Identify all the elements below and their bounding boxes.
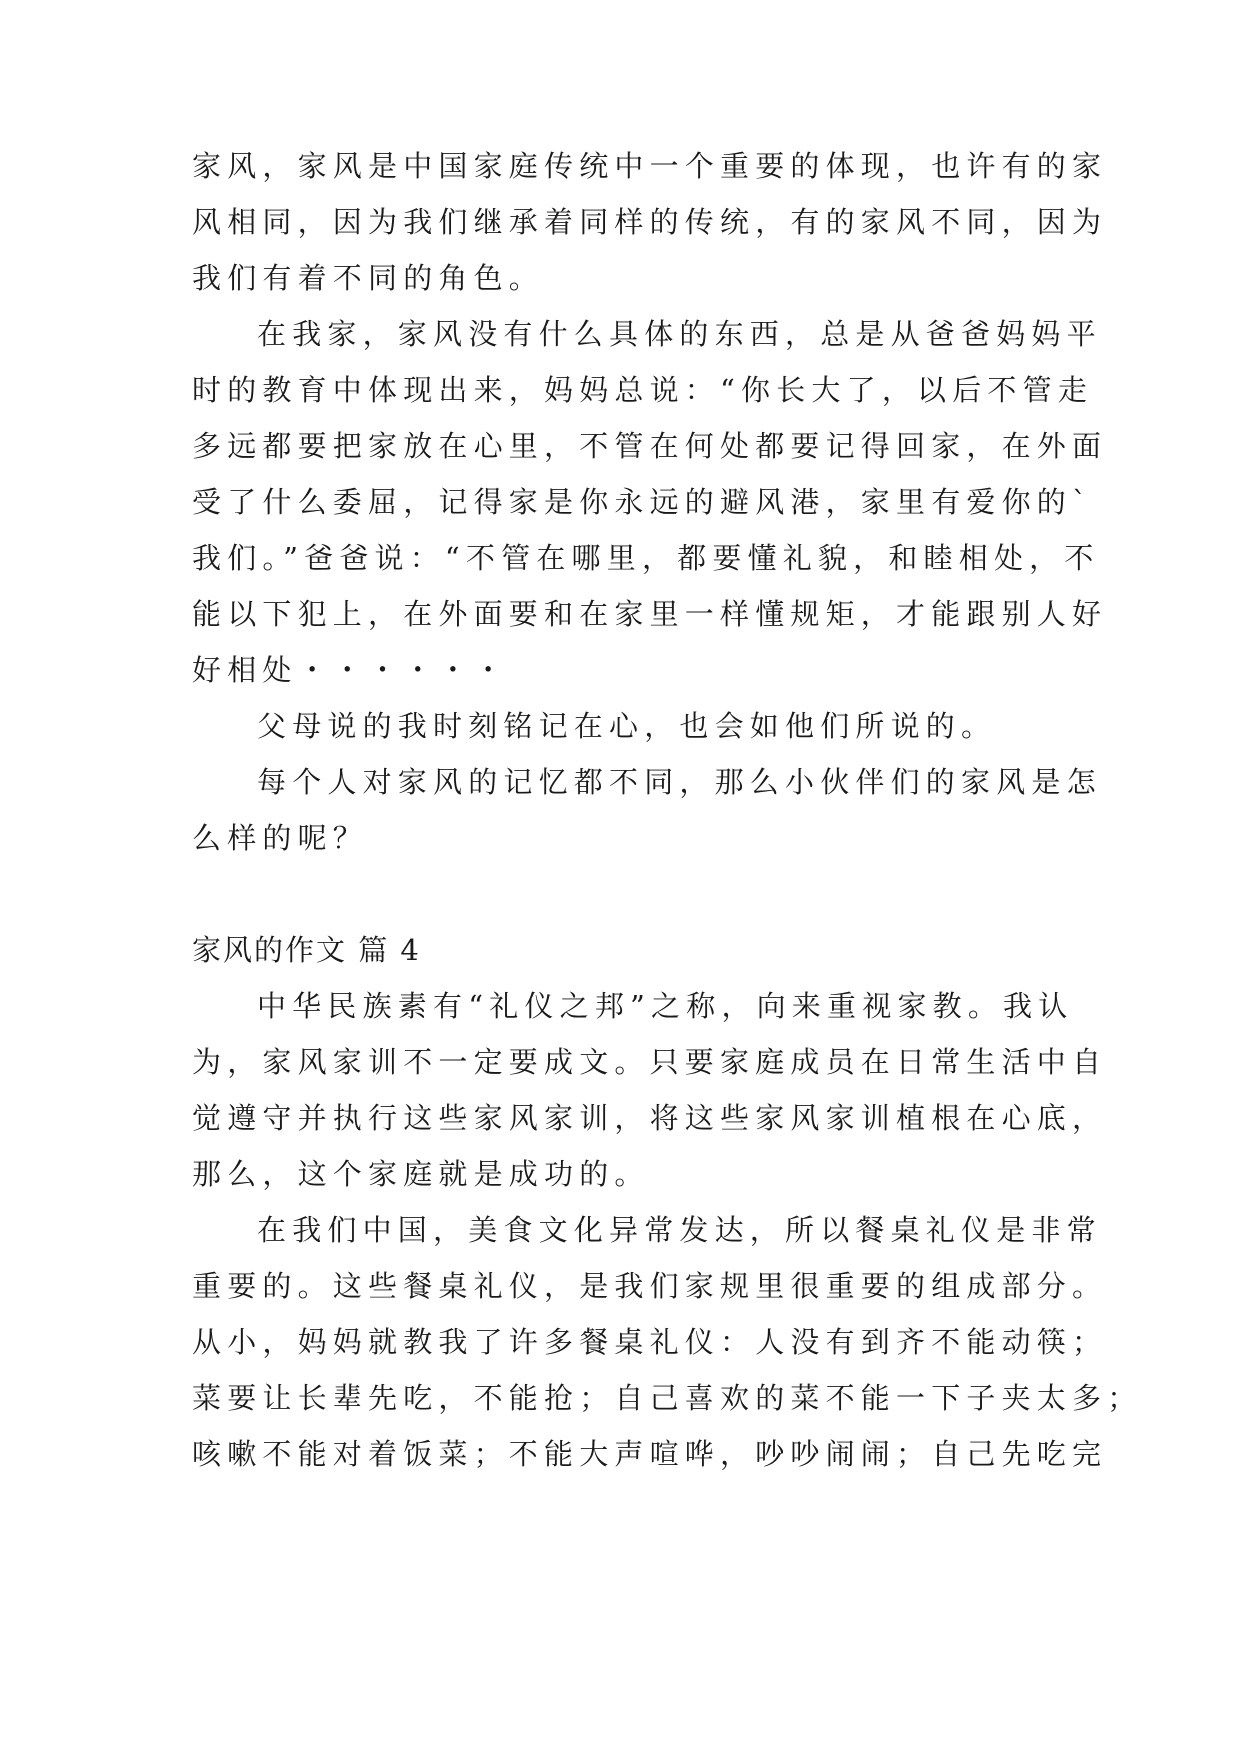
text-line: 那么，这个家庭就是成功的。: [192, 1157, 650, 1191]
text-line: 好相处・・・・・・: [192, 653, 509, 687]
text-line: 家风，家风是中国家庭传统中一个重要的体现，也许有的家: [192, 149, 1108, 183]
text-line: 咳嗽不能对着饭菜；不能大声喧哗，吵吵闹闹；自己先吃完: [192, 1437, 1108, 1471]
text-line: 时的教育中体现出来，妈妈总说：“你长大了，以后不管走: [192, 373, 1094, 407]
text-line: 多远都要把家放在心里，不管在何处都要记得回家，在外面: [192, 429, 1108, 463]
text-line: 么样的呢？: [192, 821, 369, 855]
text-line: 为，家风家训不一定要成文。只要家庭成员在日常生活中自: [192, 1045, 1108, 1079]
text-line: 能以下犯上，在外面要和在家里一样懂规矩，才能跟别人好: [192, 597, 1108, 631]
text-line: 我们。”爸爸说：“不管在哪里，都要懂礼貌，和睦相处，不: [192, 541, 1100, 575]
section-heading: 家风的作文 篇 4: [192, 933, 421, 967]
text-line: 中华民族素有“礼仪之邦”之称，向来重视家教。我认: [257, 989, 1074, 1023]
text-line: 在我们中国，美食文化异常发达，所以餐桌礼仪是非常: [257, 1213, 1102, 1247]
text-line: 重要的。这些餐桌礼仪，是我们家规里很重要的组成部分。: [192, 1269, 1108, 1303]
text-line: 我们有着不同的角色。: [192, 261, 545, 295]
text-line: 受了什么委屈，记得家是你永远的避风港，家里有爱你的`: [192, 485, 1093, 519]
text-line: 菜要让长辈先吃，不能抢；自己喜欢的菜不能一下子夹太多；: [192, 1381, 1143, 1415]
text-line: 觉遵守并执行这些家风家训，将这些家风家训植根在心底，: [192, 1101, 1108, 1135]
text-line: 在我家，家风没有什么具体的东西，总是从爸爸妈妈平: [257, 317, 1102, 351]
text-line: 从小，妈妈就教我了许多餐桌礼仪：人没有到齐不能动筷；: [192, 1325, 1108, 1359]
text-line: 每个人对家风的记忆都不同，那么小伙伴们的家风是怎: [257, 765, 1102, 799]
text-line: 父母说的我时刻铭记在心，也会如他们所说的。: [257, 709, 997, 743]
text-line: 风相同，因为我们继承着同样的传统，有的家风不同，因为: [192, 205, 1108, 239]
